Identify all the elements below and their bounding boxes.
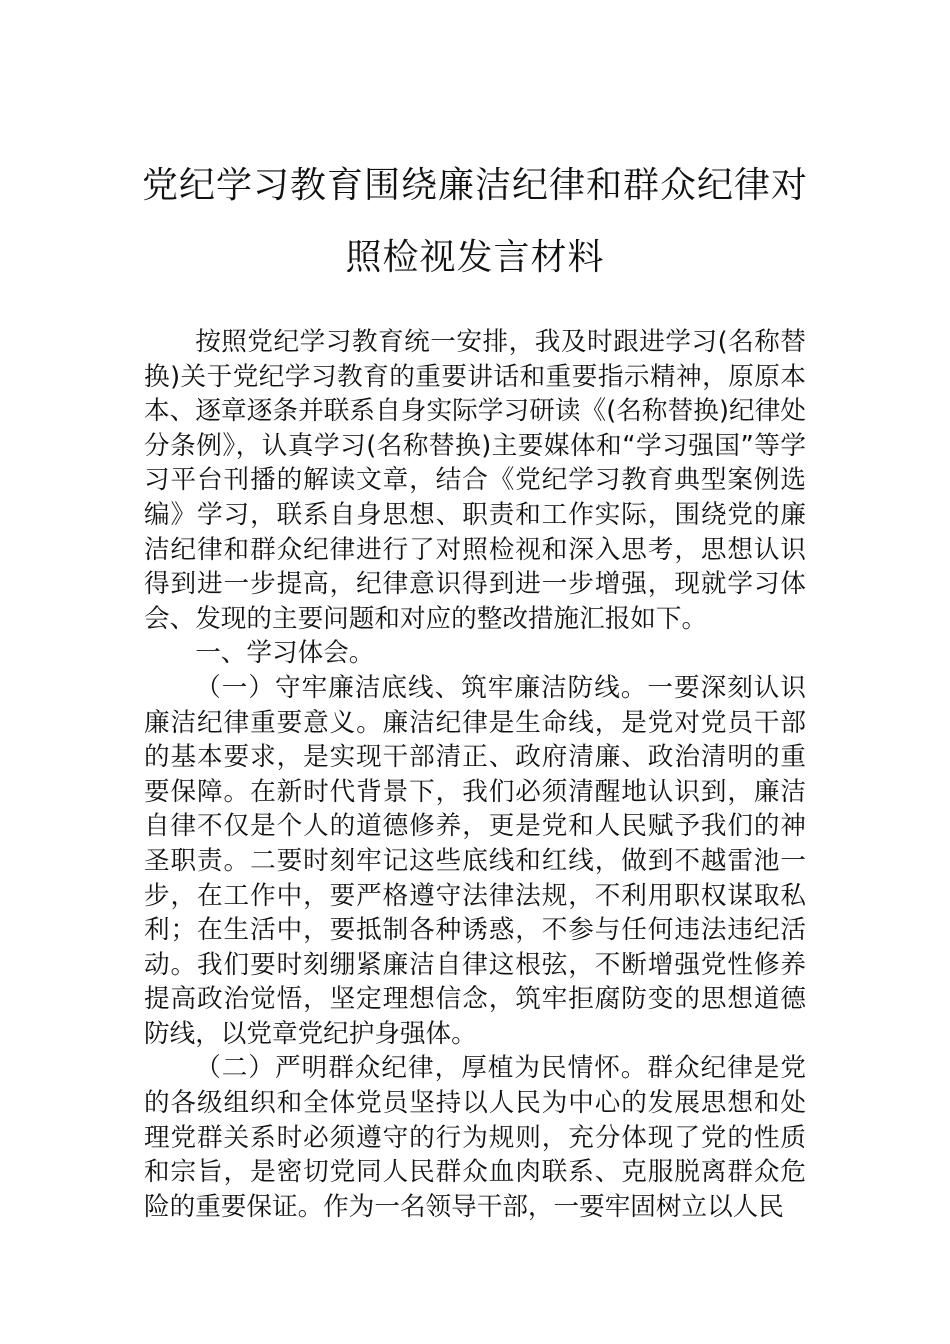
paragraph-intro: 按照党纪学习教育统一安排，我及时跟进学习(名称替换)关于党纪学习教育的重要讲话和重要指示精神，原原本本、逐章逐条并联系自身实际学习研读《(名称替换)纪律处分条例》，认真学习(名称替换)主要媒体和“学习强国”等学习平台刊播的解读文章，结合《党纪学习教育典型案例选编》学习，联系自身思想、职责和工作实际，围绕党的廉洁纪律和群众纪律进行了对照检视和深入思考，思想认识得到进一步提高，纪律意识得到进一步增强，现就学习体会、发现的主要问题和对应的整改措施汇报如下。 [144,327,806,634]
document-body [144,325,806,1224]
section-heading-study: 一、学习体会。 [195,638,375,669]
document-title-line-2: 照检视发言材料 [345,237,605,278]
paragraph-integrity-discipline: （一）守牢廉洁底线、筑牢廉洁防线。一要深刻认识廉洁纪律重要意义。廉洁纪律是生命线，是党对党员干部的基本要求，是实现干部清正、政府清廉、政治清明的重要保障。在新时代背景下，我们必须清醒地认识到，廉洁自律不仅是个人的道德修养，更是党和人民赋予我们的神圣职责。二要时刻牢记这些底线和红线，做到不越雷池一步，在工作中，要严格遵守法律法规，不利用职权谋取私利；在生活中，要抵制各种诱惑，不参与任何违法违纪活动。我们要时刻绷紧廉洁自律这根弦，不断增强党性修养提高政治觉悟，坚定理想信念，筑牢拒腐防变的思想道德防线，以党章党纪护身强体。 [144,672,806,1049]
paragraph-mass-discipline: （二）严明群众纪律，厚植为民情怀。群众纪律是党的各级组织和全体党员坚持以人民为中心的发展思想和处理党群关系时必须遵守的行为规则，充分体现了党的性质和宗旨，是密切党同人民群众血肉联系、克服脱离群众危险的重要保证。作为一名领导干部，一要牢固树立以人民 [144,1053,806,1222]
document-title-line-1: 党纪学习教育围绕廉洁纪律和群众纪律对 [141,165,808,206]
